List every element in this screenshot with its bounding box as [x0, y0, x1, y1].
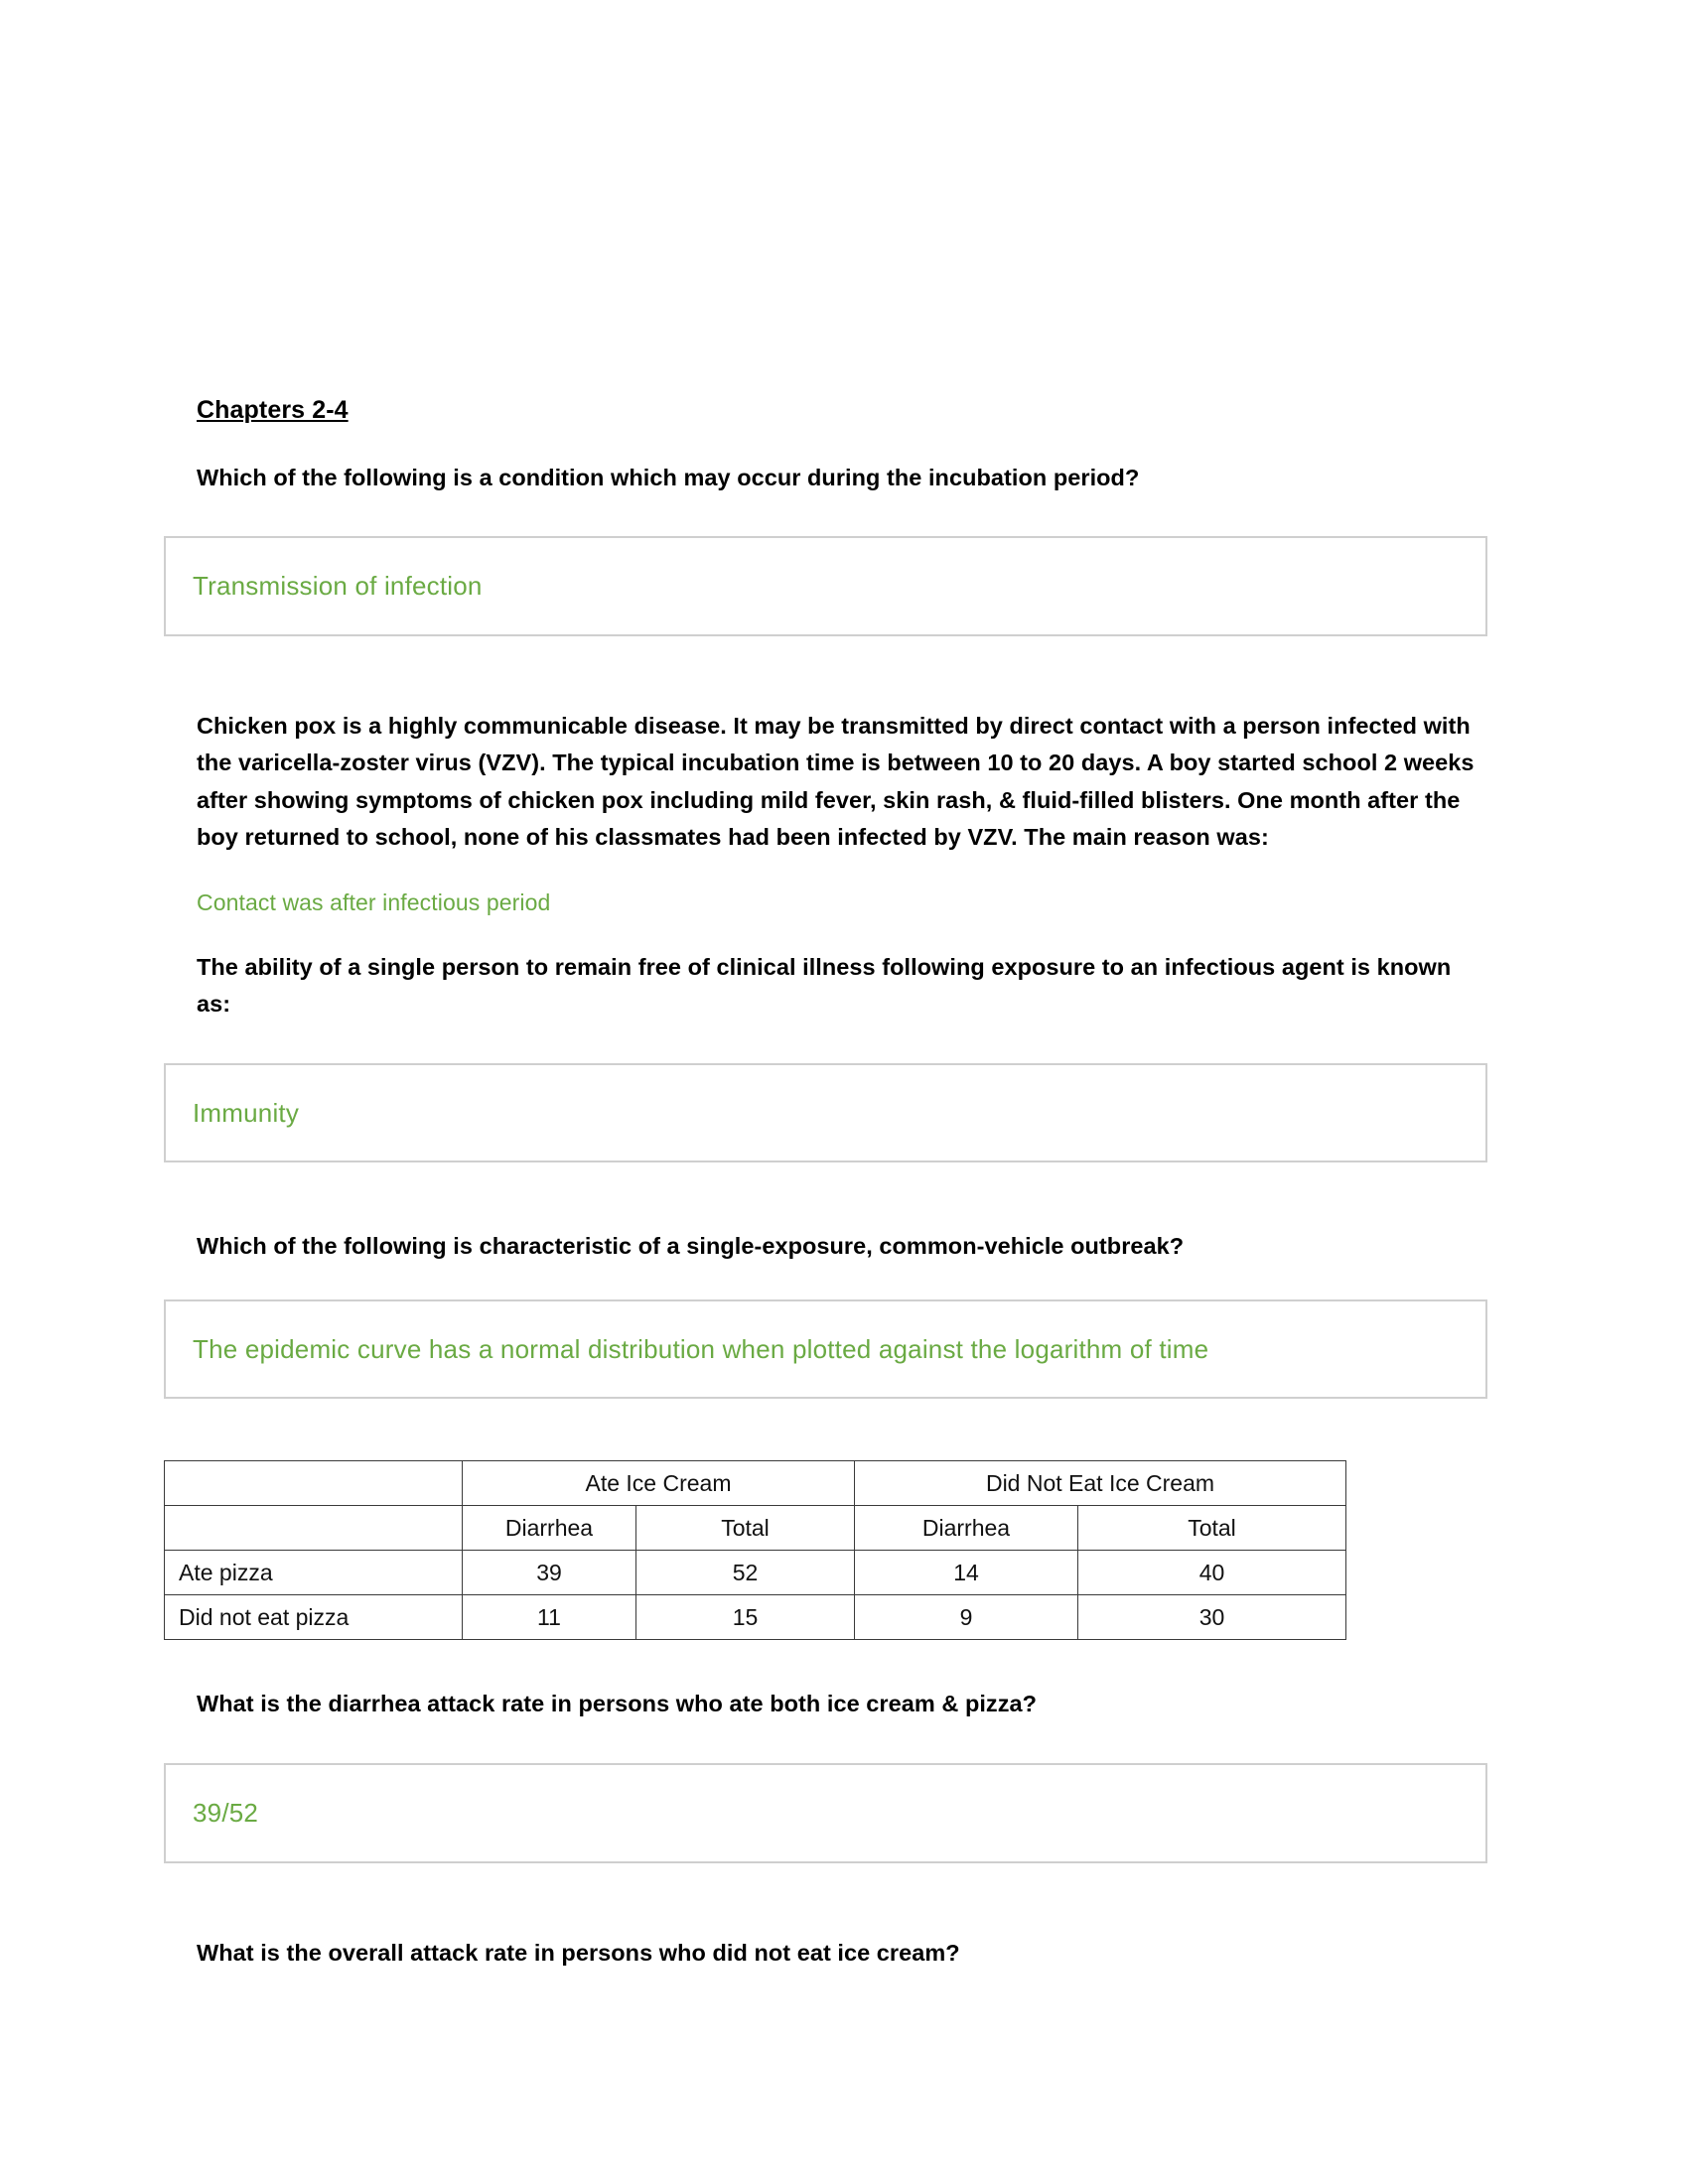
table-corner-cell — [165, 1461, 463, 1506]
question-overall-attack-rate: What is the overall attack rate in persons who did not eat ice cream? — [197, 1939, 960, 1966]
table-row-label-did-not-eat-pizza: Did not eat pizza — [165, 1595, 463, 1640]
table-sub-header-row — [165, 1506, 1346, 1551]
answer-text: 39/52 — [193, 1797, 259, 1828]
question-incubation-period: Which of the following is a condition which may occur during the incubation period? — [197, 465, 1140, 491]
answer-box-39-52[interactable] — [164, 1763, 1487, 1863]
page-title: Chapters 2-4 — [197, 396, 349, 424]
question-diarrhea-attack-rate: What is the diarrhea attack rate in persons who ate both ice cream & pizza? — [197, 1691, 1038, 1717]
table-group-header-row — [165, 1461, 1346, 1506]
table-group-header-did-not-eat-ice-cream: Did Not Eat Ice Cream — [855, 1461, 1346, 1506]
cell-no-pizza-ate-icecream-diarrhea: 11 — [463, 1595, 636, 1640]
document-content — [179, 395, 1487, 1972]
answer-text: Transmission of infection — [193, 571, 483, 602]
table-row — [165, 1595, 1346, 1640]
paragraph-chicken-pox-scenario: Chicken pox is a highly communicable disease. It may be transmitted by direct contact with a person infected with the varicella-zoster virus (VZV). The typical incubation time is between 10 to 20 days. A boy started school 2 weeks after showing symptoms of chicken pox including mild fever, skin rash, & fluid-filled blisters. One month after the boy returned to school, none of his classmates had been infected by VZV. The main reason was: — [197, 713, 1475, 850]
cell-no-pizza-no-icecream-diarrhea: 9 — [855, 1595, 1078, 1640]
answer-text: The epidemic curve has a normal distribution when plotted against the logarithm of time — [193, 1333, 1209, 1364]
table-header-not-total: Total — [1078, 1506, 1346, 1551]
cell-ate-pizza-ate-icecream-total: 52 — [636, 1551, 855, 1595]
question-single-exposure-outbreak: Which of the following is characteristic of a single-exposure, common-vehicle outbreak? — [197, 1233, 1185, 1260]
question-remain-free-of-clinical-illness: The ability of a single person to remain free of clinical illness following exposure to an infectious agent is known as: — [197, 954, 1452, 1018]
cell-ate-pizza-no-icecream-total: 40 — [1078, 1551, 1346, 1595]
cell-no-pizza-no-icecream-total: 30 — [1078, 1595, 1346, 1640]
table-header-ate-total: Total — [636, 1506, 855, 1551]
table-header-not-diarrhea: Diarrhea — [855, 1506, 1078, 1551]
answer-text: Immunity — [193, 1097, 300, 1128]
cell-ate-pizza-ate-icecream-diarrhea: 39 — [463, 1551, 636, 1595]
answer-contact-after-infectious-period: Contact was after infectious period — [197, 888, 551, 915]
table-row — [165, 1551, 1346, 1595]
attack-rate-table-wrapper — [164, 1460, 1487, 1640]
answer-box-epidemic-curve[interactable] — [164, 1299, 1487, 1400]
table-group-header-ate-ice-cream: Ate Ice Cream — [463, 1461, 855, 1506]
table-row-label-ate-pizza: Ate pizza — [165, 1551, 463, 1595]
cell-no-pizza-ate-icecream-total: 15 — [636, 1595, 855, 1640]
table-header-ate-diarrhea: Diarrhea — [463, 1506, 636, 1551]
answer-box-transmission-of-infection[interactable] — [164, 536, 1487, 636]
cell-ate-pizza-no-icecream-diarrhea: 14 — [855, 1551, 1078, 1595]
attack-rate-table — [164, 1460, 1346, 1640]
answer-box-immunity[interactable] — [164, 1063, 1487, 1163]
table-corner-cell-2 — [165, 1506, 463, 1551]
